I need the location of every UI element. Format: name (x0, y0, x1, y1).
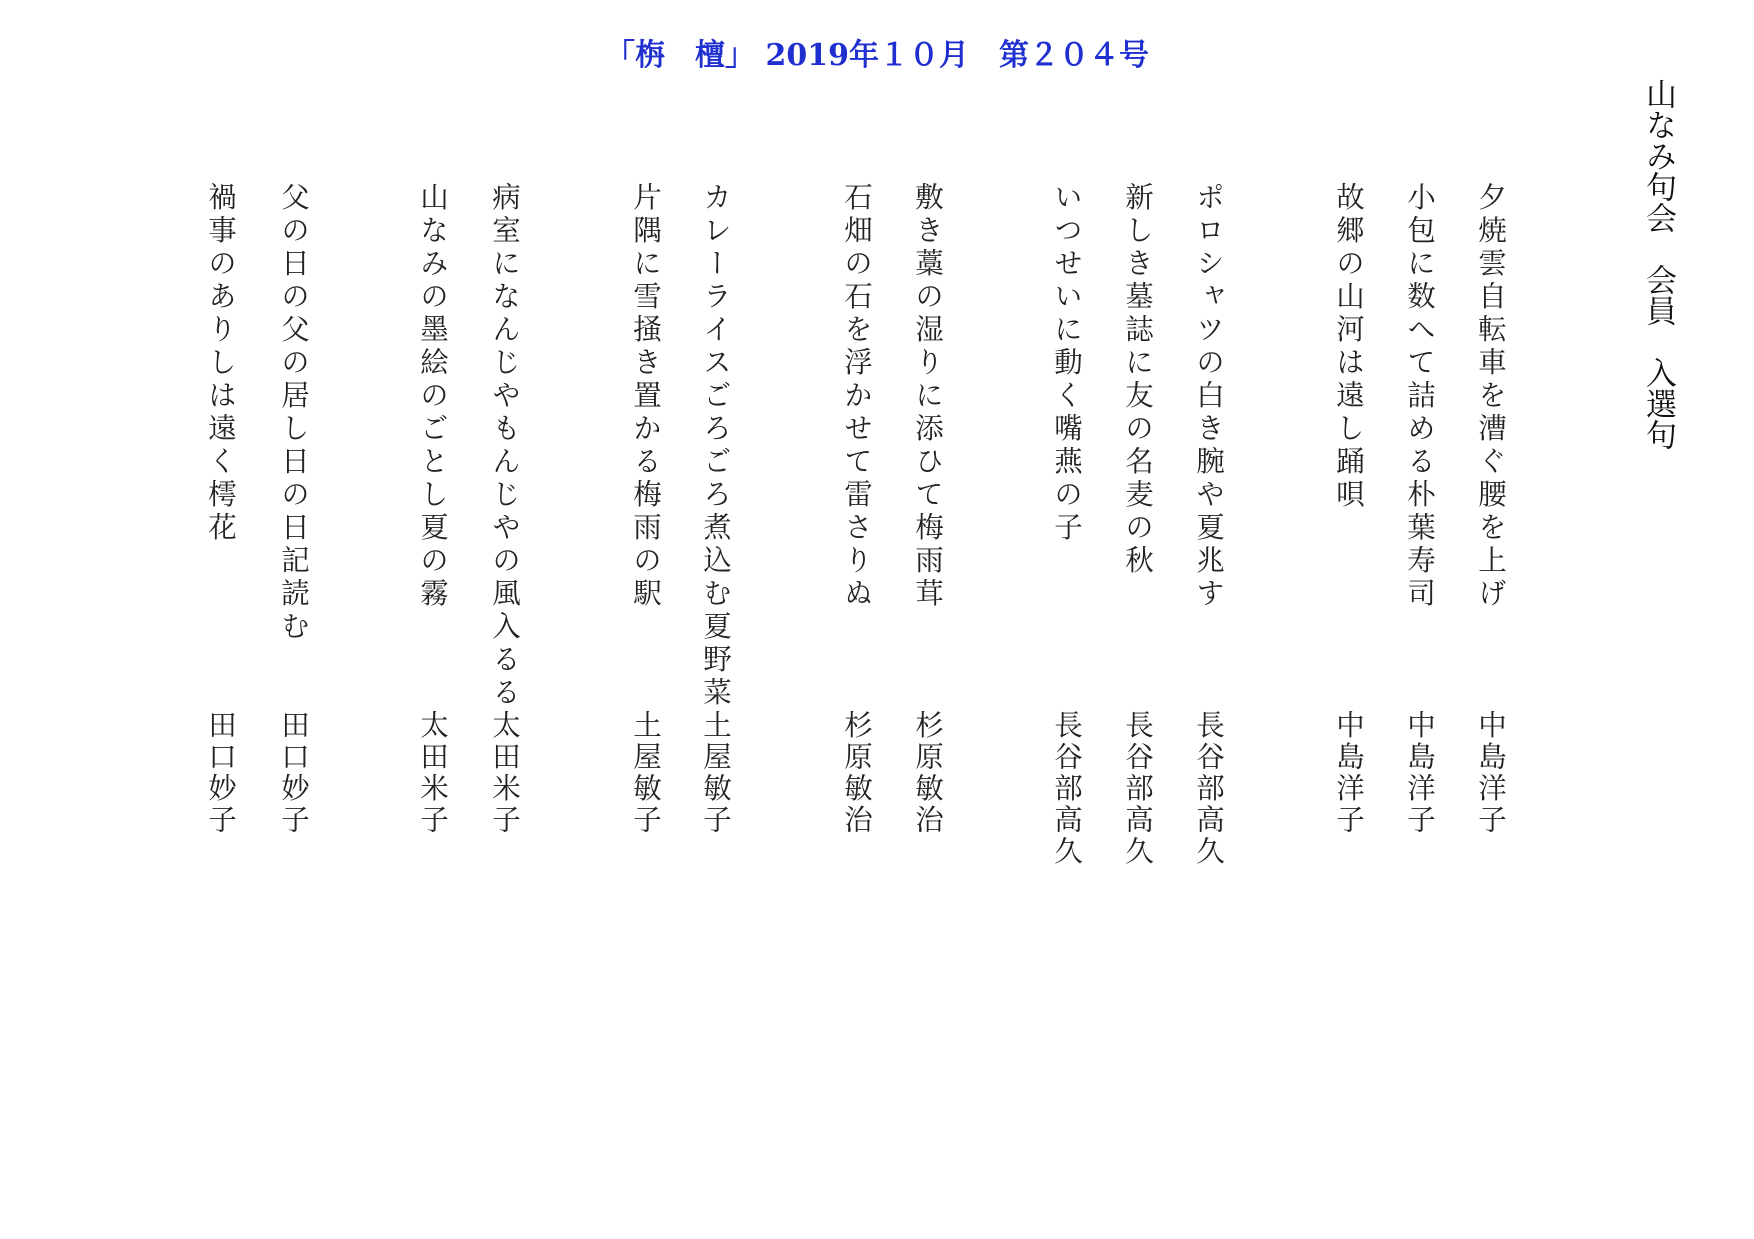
haiku-author-12: 太田米子 (416, 710, 449, 836)
haiku-author-9: 土屋敏子 (699, 710, 732, 836)
haiku-1: 夕焼雲自転車を漕ぐ腰を上げ (1474, 182, 1507, 611)
haiku-author-14: 田口妙子 (204, 710, 237, 836)
haiku-author-10: 土屋敏子 (629, 710, 662, 836)
haiku-9: カレーライスごろごろ煮込む夏野菜 (699, 182, 732, 710)
haiku-author-4: 長谷部高久 (1192, 710, 1225, 868)
haiku-author-13: 田口妙子 (277, 710, 310, 836)
haiku-7: 敷き藁の湿りに添ひて梅雨茸 (911, 182, 944, 611)
haiku-author-6: 長谷部高久 (1050, 710, 1083, 868)
haiku-6: いつせいに動く嘴燕の子 (1050, 182, 1083, 545)
haiku-13: 父の日の父の居し日の日記読む (277, 182, 310, 644)
haiku-author-8: 杉原敏治 (840, 710, 873, 836)
haiku-14: 禍事のありしは遠く樗花 (204, 182, 237, 545)
journal-header: 「栴 檀」 2019年１０月 第２０４号 (605, 38, 1149, 73)
haiku-author-2: 中島洋子 (1403, 710, 1436, 836)
haiku-10: 片隅に雪掻き置かる梅雨の駅 (629, 182, 662, 611)
haiku-8: 石畑の石を浮かせて雷さりぬ (840, 182, 873, 611)
haiku-11: 病室になんじやもんじやの風入るる (488, 182, 521, 710)
haiku-author-5: 長谷部高久 (1121, 710, 1154, 868)
haiku-2: 小包に数へて詰める朴葉寿司 (1403, 182, 1436, 611)
haiku-author-1: 中島洋子 (1474, 710, 1507, 836)
haiku-author-3: 中島洋子 (1332, 710, 1365, 836)
haiku-12: 山なみの墨絵のごとし夏の霧 (416, 182, 449, 611)
haiku-3: 故郷の山河は遠し踊唄 (1332, 182, 1365, 512)
haiku-4: ポロシャツの白き腕や夏兆す (1192, 182, 1225, 611)
haiku-author-11: 太田米子 (488, 710, 521, 836)
haiku-author-7: 杉原敏治 (911, 710, 944, 836)
haiku-5: 新しき墓誌に友の名麦の秋 (1121, 182, 1154, 578)
section-title: 山なみ句会 会員 入選句 (1640, 78, 1676, 450)
